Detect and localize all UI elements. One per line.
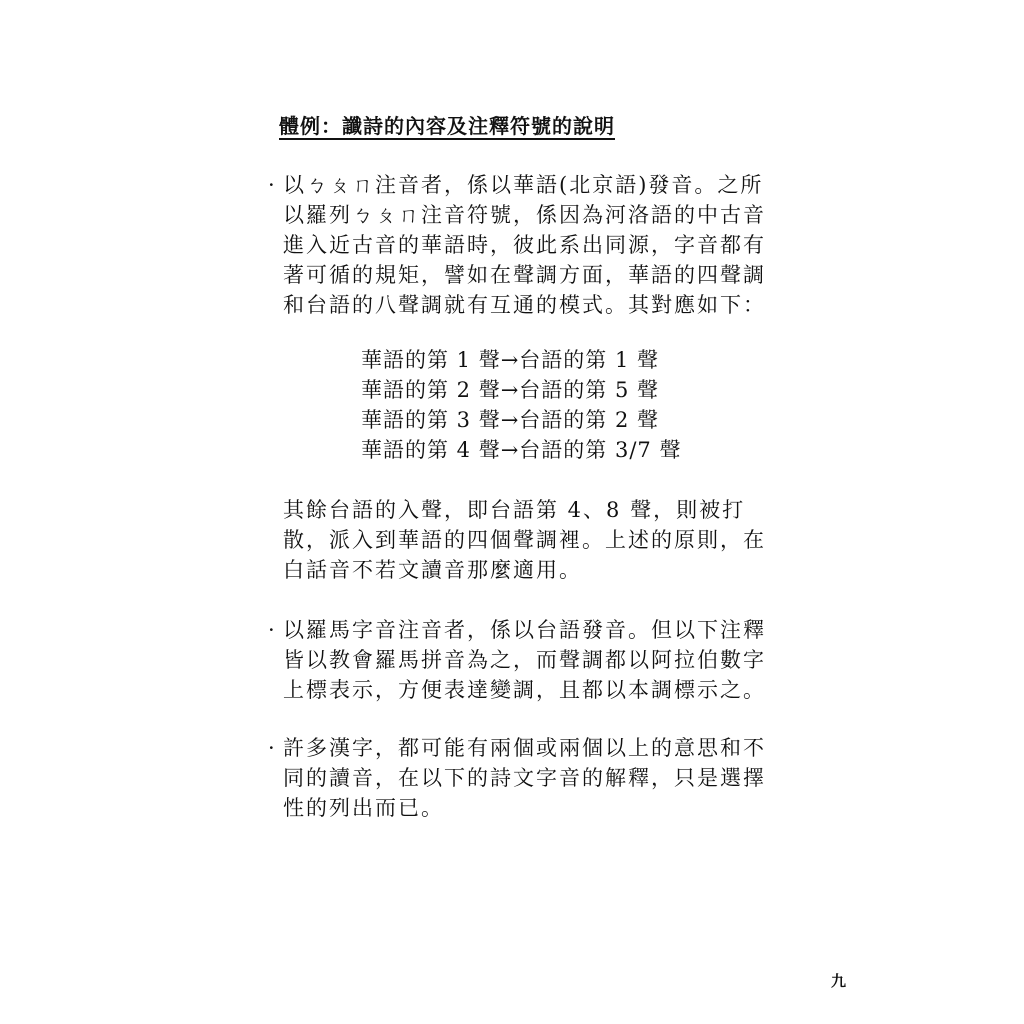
paragraph-bopomofo	[268, 170, 783, 320]
paragraph-line: 進入近古音的華語時，彼此系出同源，字音都有	[283, 233, 766, 257]
paragraph-line: 白話音不若文讀音那麼適用。	[283, 558, 582, 582]
paragraph-line: 散，派入到華語的四個聲調裡。上述的原則，在	[283, 528, 766, 552]
tone-mapping-list	[361, 345, 681, 465]
page-title: 體例：讖詩的內容及注釋符號的說明	[279, 114, 615, 138]
paragraph-multiple-readings	[268, 733, 783, 823]
paragraph-line: 許多漢字，都可能有兩個或兩個以上的意思和不	[283, 736, 766, 760]
paragraph-line: 性的列出而已。	[283, 796, 444, 820]
tone-mapping-item: 華語的第 4 聲→台語的第 3/7 聲	[361, 438, 682, 462]
tone-mapping-item: 華語的第 3 聲→台語的第 2 聲	[361, 408, 660, 432]
paragraph-line: 其餘台語的入聲，即台語第 4、8 聲，則被打	[283, 498, 746, 522]
bullet-mark: ·	[268, 618, 275, 642]
bullet-mark: ·	[268, 736, 275, 760]
tone-mapping-item: 華語的第 1 聲→台語的第 1 聲	[361, 348, 660, 372]
paragraph-line: 上標表示，方便表達變調，且都以本調標示之。	[283, 678, 766, 702]
paragraph-romanization	[268, 615, 783, 705]
paragraph-line: 和台語的八聲調就有互通的模式。其對應如下：	[283, 293, 766, 317]
tone-mapping-item: 華語的第 2 聲→台語的第 5 聲	[361, 378, 660, 402]
bullet-mark: ·	[268, 173, 275, 197]
paragraph-line: 著可循的規矩，譬如在聲調方面，華語的四聲調	[283, 263, 766, 287]
page-number: 九	[831, 972, 847, 990]
paragraph-line: 以羅列ㄅㄆㄇ注音符號，係因為河洛語的中古音	[283, 203, 766, 227]
paragraph-line: 皆以教會羅馬拼音為之，而聲調都以阿拉伯數字	[283, 648, 766, 672]
paragraph-entering-tones	[283, 495, 783, 585]
paragraph-line: 同的讀音，在以下的詩文字音的解釋，只是選擇	[283, 766, 766, 790]
paragraph-line: 以ㄅㄆㄇ注音者，係以華語(北京語)發音。之所	[283, 173, 764, 197]
paragraph-line: 以羅馬字音注音者，係以台語發音。但以下注釋	[283, 618, 766, 642]
